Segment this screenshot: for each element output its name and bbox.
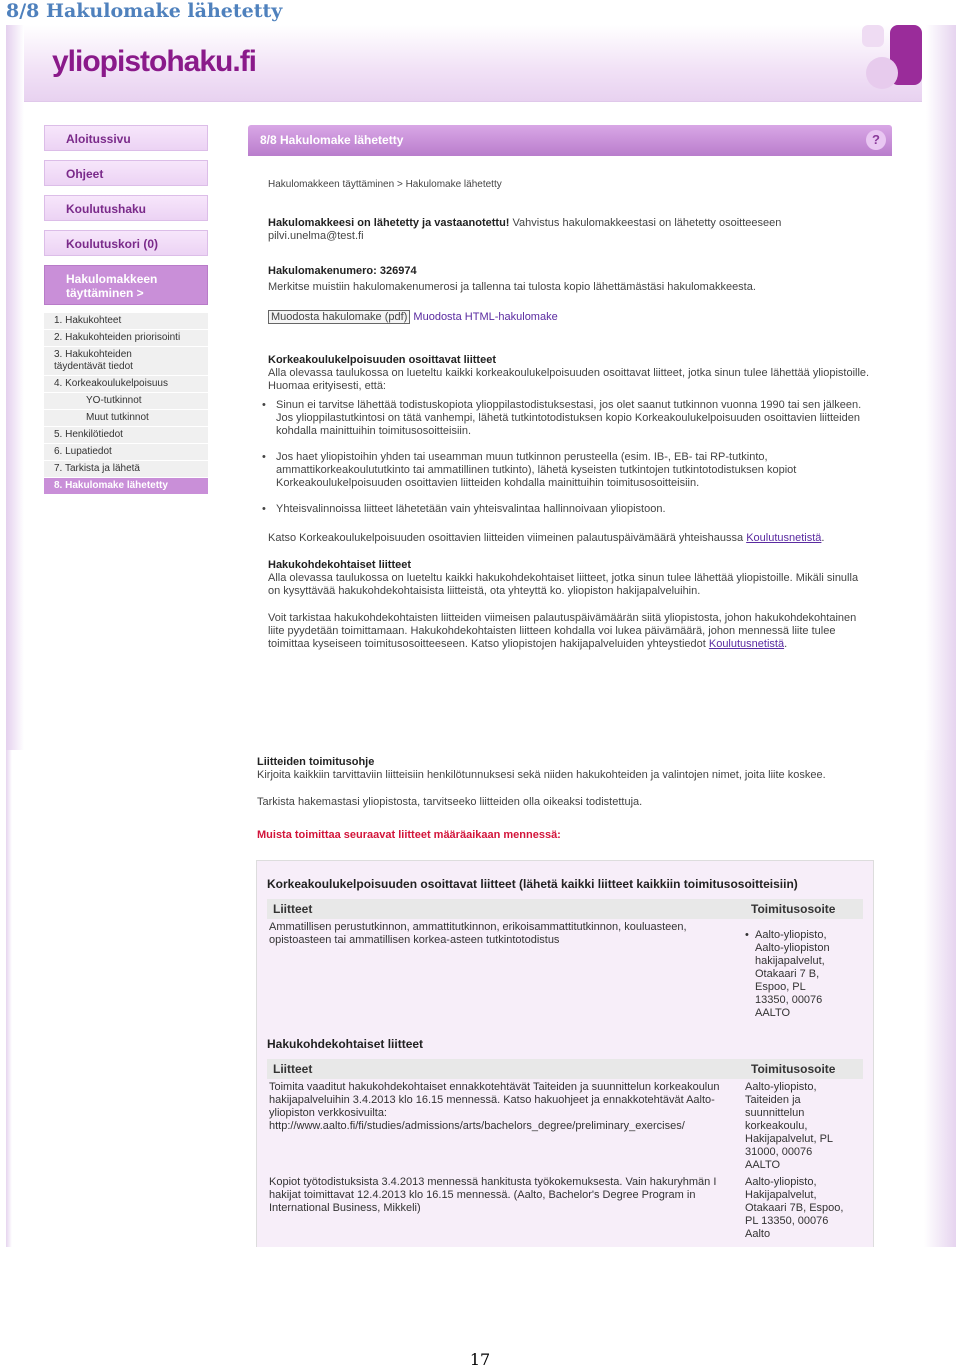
brand-mark-icon [862,25,922,95]
section1-text: Alla olevassa taulukossa on lueteltu kaikki korkeakoulukelpoisuuden osoittavat liitteet, jotka sinun tulee lähettää yliopistoille. Huomaa erityisesti, että: [268,367,870,392]
col-liitteet: Liitteet [273,1062,313,1076]
section2-text2: Voit tarkistaa hakukohdekohtaisten liitteiden viimeisen palautuspäivämäärän siitä yliopistosta, johon hakukohdekohtainen liite pyydetään toimittamaan. Hakukohdekohtaisten liitteen kohdalla voi lukea päivämäärä, johon mennessä liite tulee toimittaa kyseiseen toimitusosoitteeseen. Katso yliopistojen hakijapalveluiden yhteystiedot Koulutusnetistä. [268,612,857,650]
number-note: Merkitse muistiin hakulomakenumerosi ja tallenna tai tulosta kopio lähettämästäsi hakulomakkeesta. [268,281,756,293]
step-8-current[interactable]: 8. Hakulomake lähetetty [44,478,208,495]
nav-home[interactable]: Aloitussivu [44,125,208,151]
download-row [268,311,872,324]
section2-title: Hakukohdekohtaiset liitteet [268,559,412,571]
row3-text: Kopiot työtodistuksista 3.4.2013 mennessä hankitusta työkokemuksesta. Vain hakuryhmän I hakijat toimittavat 12.4.2013 klo 16.15 mennessä. (Aalto, Bachelor's Degree Program in International Business, Mikkeli) [269,1176,717,1214]
list-item: • Yhteisvalinnoissa liitteet lähetetään vain yhteisvalintaa hallinnoivaan yliopistoon. [268,503,872,516]
step-2[interactable]: 2. Hakukohteiden priorisointi [44,330,208,347]
nav-course-search[interactable]: Koulutushaku [44,195,208,221]
delivery-instructions [257,756,897,842]
step-6[interactable]: 6. Lupatiedot [44,444,208,461]
row1-text: Ammatillisen perustutkinnon, ammattitutkinnon, erikoisammattitutkinnon, kouluasteen, opistoasteen tai ammatillisen korkea-asteen tutkintotodistus [269,921,687,946]
document-heading: 8/8 Hakulomake lähetetty [6,0,283,22]
site-logo[interactable]: yliopistohaku.fi [52,45,257,78]
sent-strong: Hakulomakkeesi on lähetetty ja vastaanotettu! [268,217,510,229]
step-4-yo[interactable]: YO-tutkinnot [44,393,208,410]
nav-fill-application[interactable]: Hakulomakkeen täyttäminen > [44,265,208,305]
list-item: • Sinun ei tarvitse lähettää todistuskopiota ylioppilastodistuksestasi, jos olet saanut tutkinnon vuonna 1990 tai sen jälkeen. Jos ylioppilastutkintosi on tätä vanhempi, lähetä tutkintotodistuksen kopio Korkeakoulukelpoisuuden osoittavien liitteiden kohdalla mainittuihin toimitusosoitteisiin. [268,399,872,438]
table-row [267,1174,863,1244]
pdf-button[interactable]: Muodosta hakulomake (pdf) [268,310,410,324]
guide-title: Liitteiden toimitusohje [257,756,375,768]
step-5[interactable]: 5. Henkilötiedot [44,427,208,444]
row2-address: Aalto-yliopisto, Taiteiden ja suunnittelun korkeakoulu, Hakijapalvelut, PL 31000, 00076 AALTO [745,1081,833,1171]
content-title: 8/8 Hakulomake lähetetty [260,133,404,147]
check-text: Tarkista hakemastasi yliopistosta, tarvitseeko liitteiden olla oikeaksi todistettuja. [257,796,643,808]
breadcrumb: Hakulomakkeen täyttäminen > Hakulomake lähetetty [268,179,502,190]
row3-address: Aalto-yliopisto, Hakijapalvelut, Otakaari 7B, Espoo, PL 13350, 00076 Aalto [745,1176,844,1240]
koulutusnetti-link[interactable]: Koulutusnetistä [746,532,822,544]
step-4-other[interactable]: Muut tutkinnot [44,410,208,427]
col-toimitusosoite: Toimitusosoite [751,1062,836,1076]
guide-text: Kirjoita kaikkiin tarvittaviin liitteisiin henkilötunnuksesi sekä niiden hakukohteiden ja valintojen nimet, joita liite koskee. [257,769,826,781]
content-header [248,125,892,156]
help-icon[interactable]: ? [866,130,886,150]
list-item: • Jos haet yliopistoihin yhden tai useamman muun tutkinnon perusteella (esim. IB-, EB- tai RP-tutkinto, ammattikorkeakoulututkinto tai ammatillinen tutkinto), lähetä kyseisten tutkintojen tutkintotodistuksen kopiot Korkeakoulukelpoisuuden osoittavien liitteiden kohdalla mainittuihin toimitusosoitteisiin. [268,451,872,490]
step-3[interactable]: 3. Hakukohteiden täydentävät tiedot [44,347,208,376]
box-title: Korkeakoulukelpoisuuden osoittavat liitteet (lähetä kaikki liitteet kaikkiin toimitusosoitteisiin) [267,877,798,891]
col-toimitusosoite: Toimitusosoite [751,902,836,916]
note-list [260,399,872,516]
reminder-text: Muista toimittaa seuraavat liitteet määräaikaan mennessä: [257,829,561,841]
row1-address: • Aalto-yliopisto, Aalto-yliopiston hakijapalvelut, Otakaari 7 B, Espoo, PL 13350, 00076 AALTO [745,929,830,1019]
col-liitteet: Liitteet [273,902,313,916]
table-row [267,1079,863,1174]
screenshot-lower [6,750,956,1247]
step-1[interactable]: 1. Hakukohteet [44,313,208,330]
attachments-content [257,861,873,1244]
left-navigation [44,125,208,495]
page-number: 17 [469,1350,491,1369]
koulutusnetti-link-2[interactable]: Koulutusnetistä [708,638,785,650]
deadline-text: Katso Korkeakoulukelpoisuuden osoittavien liitteiden viimeinen palautuspäivämäärä yhteishaussa [268,532,747,544]
table-row [267,919,863,1031]
section1-title: Korkeakoulukelpoisuuden osoittavat liitteet [268,354,496,366]
screenshot-upper [6,25,956,750]
table-header [267,899,863,919]
section2-text2-body: Voit tarkistaa hakukohdekohtaisten liitteiden viimeisen palautuspäivämäärän siitä yliopistosta, johon hakukohdekohtainen liite pyydetään toimittamaan. Hakukohdekohtaisten liitteen kohdalla voi lukea päivämäärä, johon mennessä liite tulee toimittaa kyseiseen toimitusosoitteeseen. Katso yliopistojen hakijapalveluiden yhteystiedot [268,612,857,650]
content-body [248,178,892,651]
section2-text: Alla olevassa taulukossa on lueteltu kaikki hakukohdekohtaiset liitteet, jotka sinun tulee lähettää yliopistoille. Mikäli sinulla on kysyttävää hakukohdekohtaisista liitteistä, ota yhteyttä ko. yliopiston hakijapalveluihin. [268,572,859,597]
content-panel [248,125,892,750]
row1-address-text: Aalto-yliopisto, Aalto-yliopiston hakijapalvelut, Otakaari 7 B, Espoo, PL 13350, 00076 AALTO [755,929,830,1019]
step-7[interactable]: 7. Tarkista ja lähetä [44,461,208,478]
sent-confirmation [268,217,872,243]
row2-text: Toimita vaaditut hakukohdekohtaiset ennakkotehtävät Taiteiden ja suunnittelun korkeakoulun hakijapalveluihin 3.4.2013 klo 16.15 mennessä. Katso hakuohjeet ja ennakkotehtävät Aalto-yliopiston verkkosivuilta: http://www.aalto.fi/fi/studies/admissions/arts/bachelors_degree/preliminary_exercises/ [269,1081,720,1132]
deadline-note: Katso Korkeakoulukelpoisuuden osoittavien liitteiden viimeinen palautuspäivämäärä yhteishaussa Koulutusnetistä. [268,532,825,544]
table-header [267,1059,863,1079]
step-4[interactable]: 4. Korkeakoulukelpoisuus [44,376,208,393]
sent-rest: Vahvistus hakulomakkeestasi on lähetetty osoitteeseen pilvi.unelma@test.fi [268,217,782,242]
nav-course-basket[interactable]: Koulutuskori (0) [44,230,208,256]
section-title: Hakukohdekohtaiset liitteet [267,1037,424,1051]
html-form-link[interactable]: Muodosta HTML-hakulomake [413,311,558,323]
nav-instructions[interactable]: Ohjeet [44,160,208,186]
attachments-box [256,860,874,1247]
site-header [24,25,922,102]
application-number: Hakulomakenumero: 326974 [268,265,417,277]
